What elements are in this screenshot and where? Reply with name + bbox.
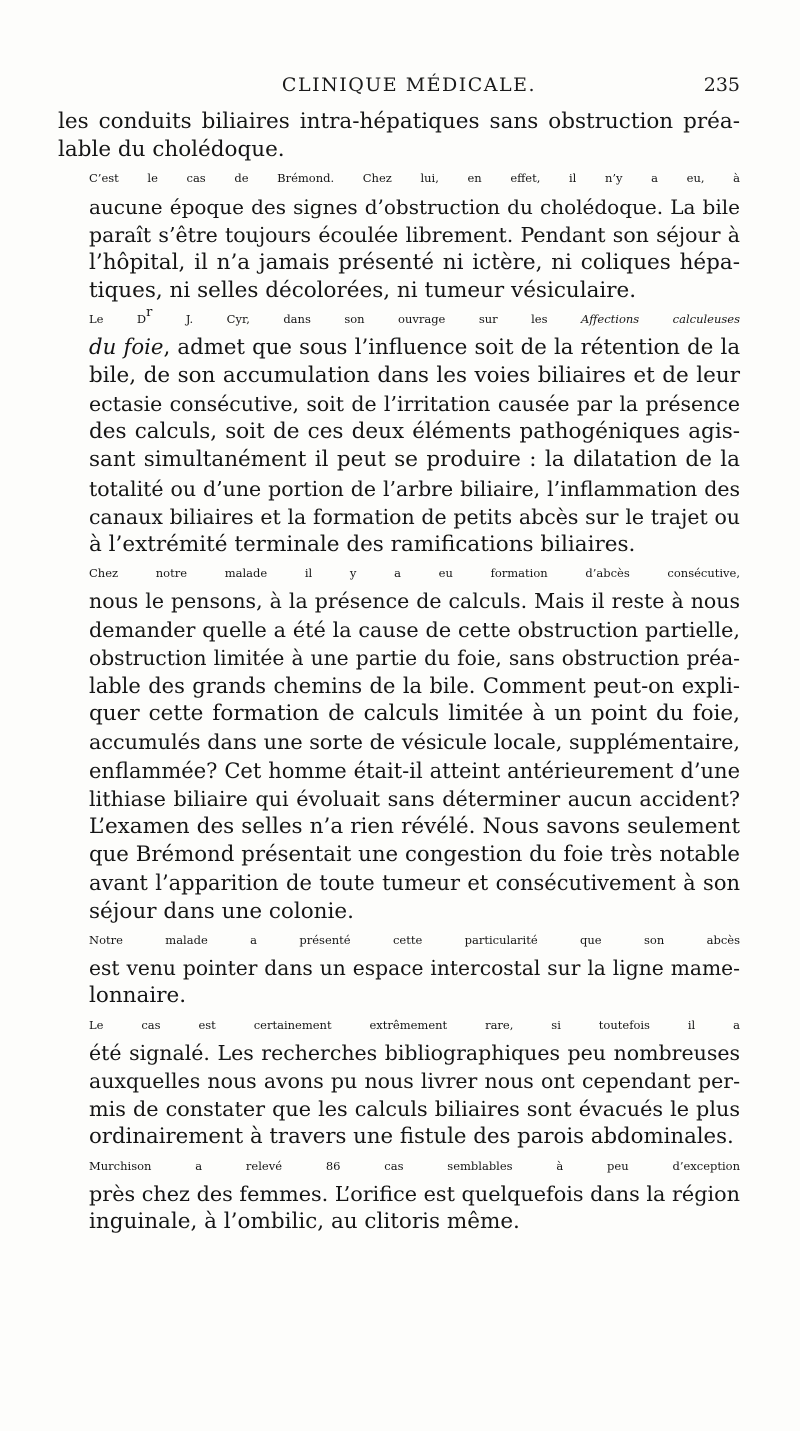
text-fragment: Le D — [89, 312, 147, 327]
text-line: auxquelles nous avons pu nous livrer nous ont cependant per- — [89, 1068, 740, 1093]
paragraph — [58, 559, 740, 926]
text-line: avant l’apparition de toute tumeur et consécutivement à son — [89, 871, 740, 896]
text-line: bile, de son accumulation dans les voies biliaires et de leur — [89, 362, 740, 388]
text-line: les conduits biliaires intra-hépatiques sans obstruction préa- — [58, 109, 740, 134]
text-line: nous le pensons, à la présence de calculs. Mais il reste à nous — [89, 589, 740, 614]
text-line: des calculs, soit de ces deux éléments pathogéniques agis- — [89, 419, 740, 445]
text-line: Chez notre malade il y a eu formation d’abcès consécutive, — [89, 566, 740, 581]
text-line: inguinale, à l’ombilic, au clitoris même. — [89, 1208, 520, 1234]
text-line: lable des grands chemins de la bile. Comment peut-on expli- — [89, 674, 740, 699]
text-line: à l’extrémité terminale des ramifications biliaires. — [89, 532, 636, 558]
text-line: sant simultanément il peut se produire : la dilatation de la — [89, 447, 740, 473]
text-line: l’hôpital, il n’a jamais présenté ni ictère, ni coliques hépa- — [89, 250, 740, 276]
text-line: paraît s’être toujours écoulée librement. Pendant son séjour à — [89, 222, 740, 247]
running-head — [78, 74, 740, 104]
paragraph — [58, 1152, 740, 1237]
text-line: près chez des femmes. L’orifice est quelquefois dans la région — [89, 1181, 740, 1206]
text-fragment: , admet que sous l’influence soit de la rétention de la — [163, 334, 740, 360]
text-line: lithiase biliaire qui évoluait sans déterminer aucun accident? — [89, 786, 740, 811]
text-line: demander quelle a été la cause de cette obstruction partielle, — [89, 617, 740, 642]
text-line: tiques, ni selles décolorées, ni tumeur vésiculaire. — [89, 278, 637, 304]
text-line: mis de constater que les calculs biliaires sont évacués le plus — [89, 1097, 740, 1122]
text-line: aucune époque des signes d’obstruction du cholédoque. La bile — [89, 194, 740, 219]
body-text — [58, 108, 740, 1236]
paragraph — [58, 1011, 740, 1152]
book-title-italic: Affections calculeuses — [580, 312, 740, 327]
text-line: C’est le cas de Brémond. Chez lui, en effet, il n’y a eu, à — [89, 171, 740, 186]
text-line — [58, 334, 740, 362]
text-line: lable du cholédoque. — [58, 137, 285, 163]
text-line — [58, 305, 740, 333]
text-fragment: J. Cyr, dans son ouvrage sur les — [152, 312, 581, 327]
running-title: CLINIQUE MÉDICALE. — [281, 74, 537, 96]
superscript: r — [146, 305, 153, 321]
text-line: quer cette formation de calculs limitée à un point du foie, — [89, 701, 740, 727]
paragraph — [58, 305, 740, 559]
text-line: ectasie consécutive, soit de l’irritation causée par la présence — [89, 392, 740, 417]
text-line: L’examen des selles n’a rien révélé. Nous savons seulement — [89, 814, 740, 840]
text-line: été signalé. Les recherches bibliographiques peu nombreuses — [89, 1040, 740, 1065]
book-title-italic: du foie — [89, 334, 164, 360]
text-line: Notre malade a présenté cette particularité que son abcès — [89, 932, 740, 947]
paragraph — [58, 926, 740, 1011]
paragraph — [58, 164, 740, 305]
text-line: enflammée? Cet homme était-il atteint antérieurement d’une — [89, 758, 740, 783]
text-line: est venu pointer dans un espace intercostal sur la ligne mame- — [89, 956, 740, 981]
text-line: obstruction limitée à une partie du foie, sans obstruction préa- — [89, 645, 740, 670]
text-line: lonnaire. — [89, 983, 187, 1009]
text-line: totalité ou d’une portion de l’arbre biliaire, l’inflammation des — [89, 476, 740, 501]
page-number: 235 — [703, 74, 740, 96]
text-line: accumulés dans une sorte de vésicule locale, supplémentaire, — [89, 730, 740, 755]
text-line: ordinairement à travers une fistule des parois abdominales. — [89, 1124, 734, 1150]
text-line: séjour dans une colonie. — [89, 898, 354, 924]
text-line: Murchison a relevé 86 cas semblables à peu d’exception — [89, 1158, 740, 1173]
paragraph — [58, 108, 740, 164]
text-line: Le cas est certainement extrêmement rare, si toutefois il a — [89, 1017, 740, 1032]
text-line: canaux biliaires et la formation de petits abcès sur le trajet ou — [89, 504, 740, 529]
text-line: que Brémond présentait une congestion du foie très notable — [89, 842, 740, 868]
